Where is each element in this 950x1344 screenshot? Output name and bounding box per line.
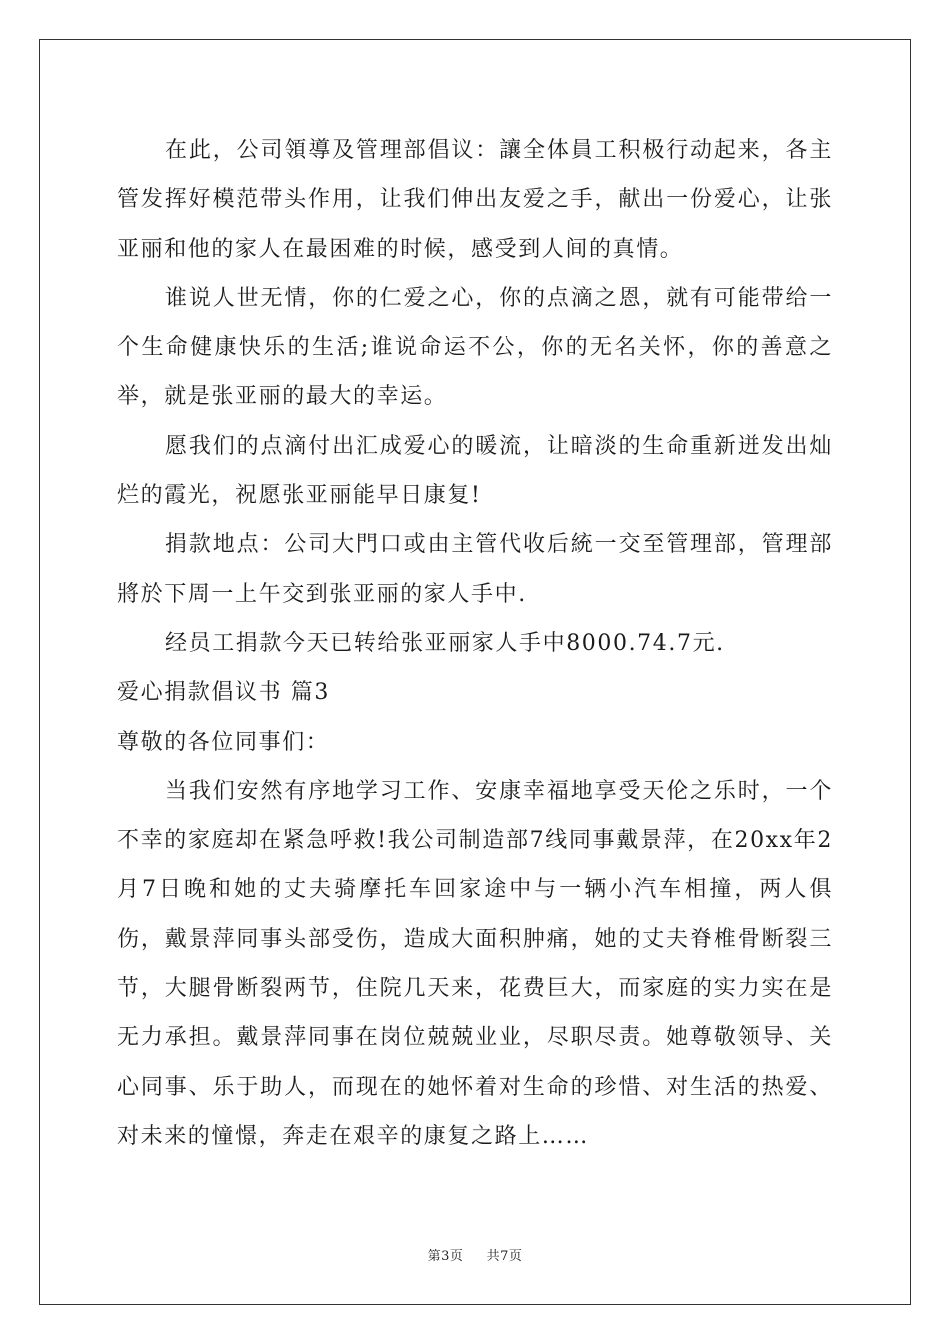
paragraph-donation-total: 经员工捐款今天已转给张亚丽家人手中8000.74.7元. — [165, 630, 725, 656]
paragraph-proposal: 在此，公司領導及管理部倡议：讓全体員工积极行动起来，各主管发挥好模范带头作用，让我们伸出友爱之手，献出一份爱心，让张亚丽和他的家人在最困难的时候，感受到人间的真情。 — [117, 138, 833, 262]
document-body — [117, 126, 833, 1161]
page-total: 共7页 — [486, 1249, 523, 1264]
page-number: 第3页 — [427, 1249, 464, 1264]
salutation: 尊敬的各位同事们： — [117, 729, 330, 755]
paragraph-compassion: 谁说人世无情，你的仁爱之心，你的点滴之恩，就有可能带给一个生命健康快乐的生活;谁说命运不公，你的无名关怀，你的善意之举，就是张亚丽的最大的幸运。 — [117, 285, 833, 410]
paragraph-appeal: 当我们安然有序地学习工作、安康幸福地享受天伦之乐时，一个不幸的家庭却在紧急呼救!我公司制造部7线同事戴景萍，在20xx年2月7日晚和她的丈夫骑摩托车回家途中与一辆小汽车相撞，两人俱伤，戴景萍同事头部受伤，造成大面积肿痛，她的丈夫脊椎骨断裂三节，大腿骨断裂两节，住院几天来，花费巨大，而家庭的实力实在是无力承担。戴景萍同事在岗位兢兢业业，尽职尽责。她尊敬领导、关心同事、乐于助人，而现在的她怀着对生命的珍惜、对生活的热爱、对未来的憧憬，奔走在艰辛的康复之路上…… — [117, 778, 833, 1149]
section-heading: 爱心捐款倡议书 篇3 — [117, 680, 330, 706]
paragraph-wish: 愿我们的点滴付出汇成爱心的暖流，让暗淡的生命重新迸发出灿烂的霞光，祝愿张亚丽能早日康复! — [117, 433, 833, 509]
page-footer — [0, 1245, 950, 1264]
paragraph-donation-location: 捐款地点：公司大門口或由主管代收后統一交至管理部，管理部將於下周一上午交到张亚丽的家人手中. — [117, 532, 833, 607]
